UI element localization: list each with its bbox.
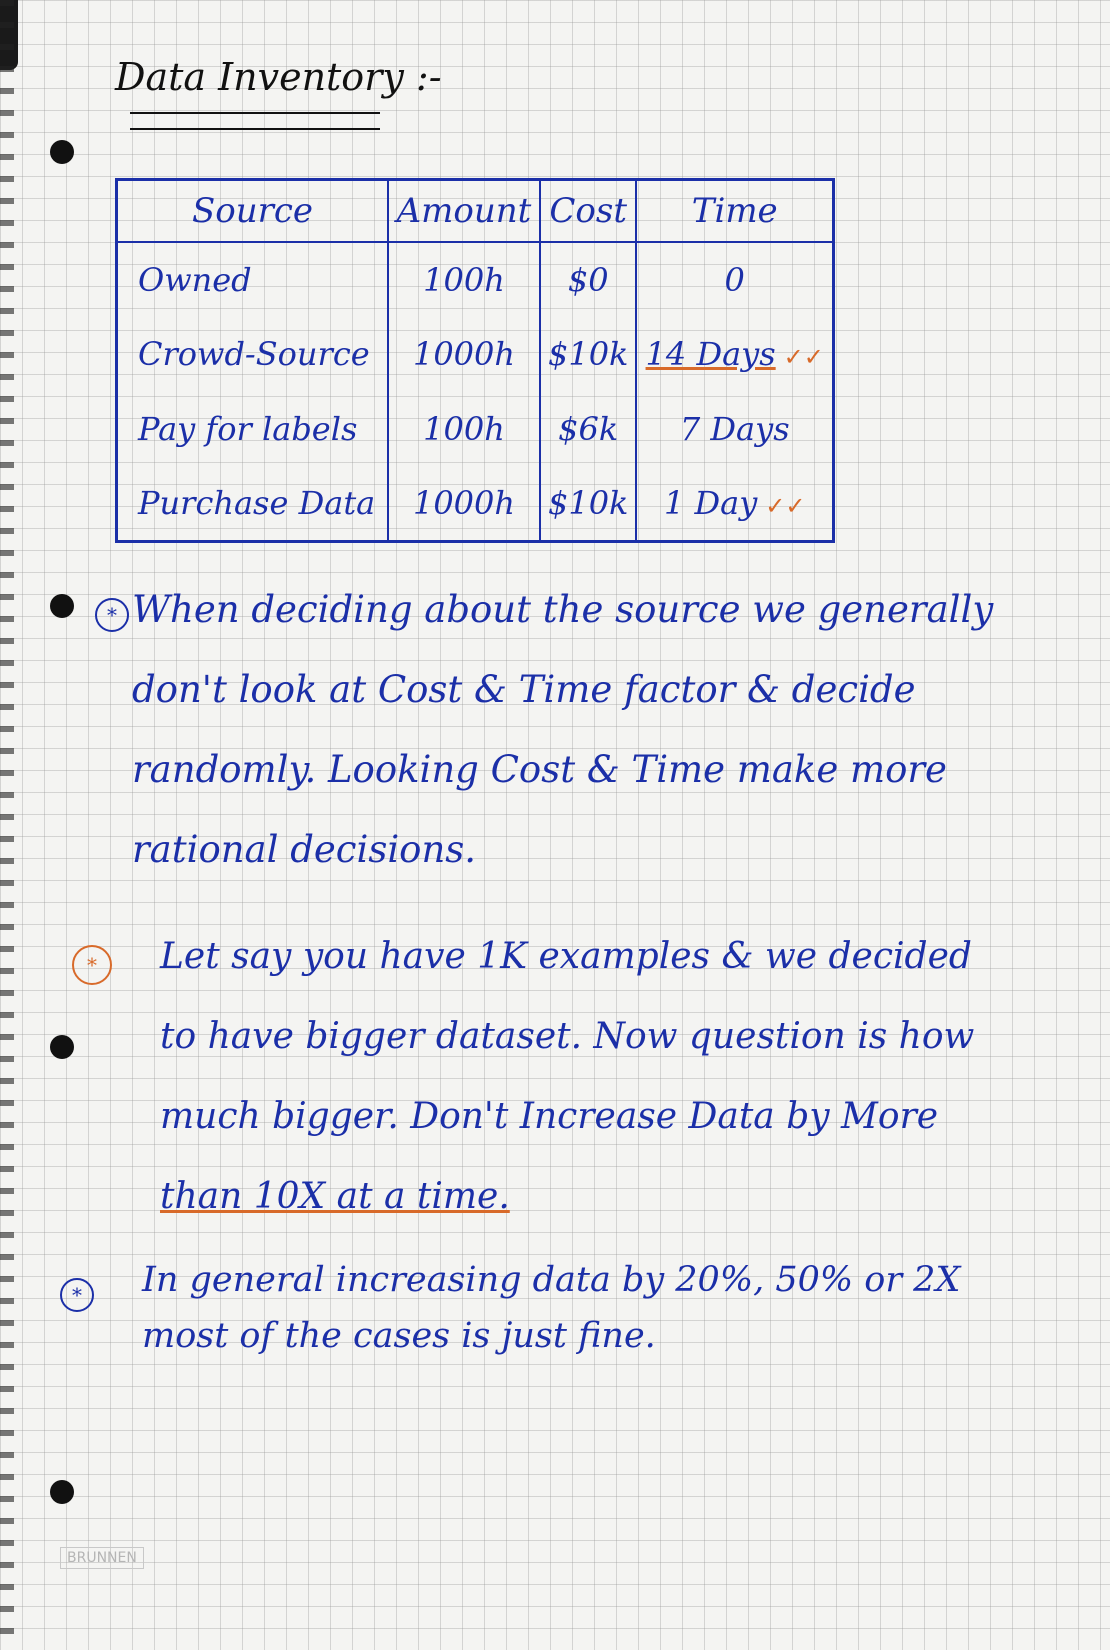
cell-amount: 100h (388, 391, 540, 465)
note-line: much bigger. Don't Increase Data by More (160, 1096, 939, 1137)
cell-cost: $10k (540, 466, 637, 542)
perforation-edge (0, 0, 14, 1650)
note-line: than 10X at a time. (160, 1176, 510, 1217)
page-title: Data Inventory :- (115, 55, 442, 99)
cell-cost: $6k (540, 391, 637, 465)
note-line: randomly. Looking Cost & Time make more (132, 748, 947, 791)
check-mark-icon: ✓✓ (783, 343, 824, 372)
cell-time (636, 242, 833, 317)
time-value: 7 Days (679, 409, 790, 448)
asterisk-bullet-icon: * (60, 1278, 94, 1312)
time-value: 0 (724, 261, 745, 300)
note-line: When deciding about the source we generally (132, 588, 994, 631)
note-line: rational decisions. (132, 828, 477, 871)
cell-cost: $0 (540, 242, 637, 317)
time-value: 14 Days (645, 335, 776, 374)
brand-logo: BRUNNEN (60, 1547, 144, 1569)
header-amount: Amount (388, 180, 540, 243)
cell-time (636, 391, 833, 465)
cell-cost: $10k (540, 317, 637, 391)
title-underline (130, 112, 380, 130)
header-cost: Cost (540, 180, 637, 243)
inventory-table (115, 178, 835, 543)
asterisk-bullet-icon: * (95, 598, 129, 632)
check-mark-icon: ✓✓ (765, 491, 806, 520)
note-2 (160, 917, 974, 1237)
note-line: In general increasing data by 20%, 50% or 2X (142, 1260, 961, 1300)
time-value: 1 Day (663, 483, 758, 522)
cell-source: Purchase Data (138, 483, 376, 522)
note-line: Let say you have 1K examples & we decided (160, 936, 972, 977)
punch-hole (50, 594, 74, 618)
cell-amount: 1000h (388, 317, 540, 391)
punch-hole (50, 1035, 74, 1059)
cell-amount: 1000h (388, 466, 540, 542)
note-line: most of the cases is just fine. (142, 1316, 656, 1356)
cell-source: Pay for labels (138, 409, 358, 448)
note-line: don't look at Cost & Time factor & decide (132, 668, 916, 711)
table-row (117, 391, 834, 465)
header-source: Source (117, 180, 389, 243)
cell-time (636, 466, 833, 542)
cell-source: Crowd-Source (138, 335, 370, 374)
table-row (117, 466, 834, 542)
cell-amount: 100h (388, 242, 540, 317)
table-row (117, 242, 834, 317)
table-row (117, 317, 834, 391)
asterisk-bullet-icon: * (72, 945, 112, 985)
punch-hole (50, 1480, 74, 1504)
cell-source: Owned (138, 261, 252, 300)
note-1 (132, 570, 993, 890)
table-header-row (117, 180, 834, 243)
punch-hole (50, 140, 74, 164)
note-line: to have bigger dataset. Now question is how (160, 1016, 975, 1057)
header-time: Time (636, 180, 833, 243)
cell-time (636, 317, 833, 391)
note-3 (142, 1252, 960, 1364)
